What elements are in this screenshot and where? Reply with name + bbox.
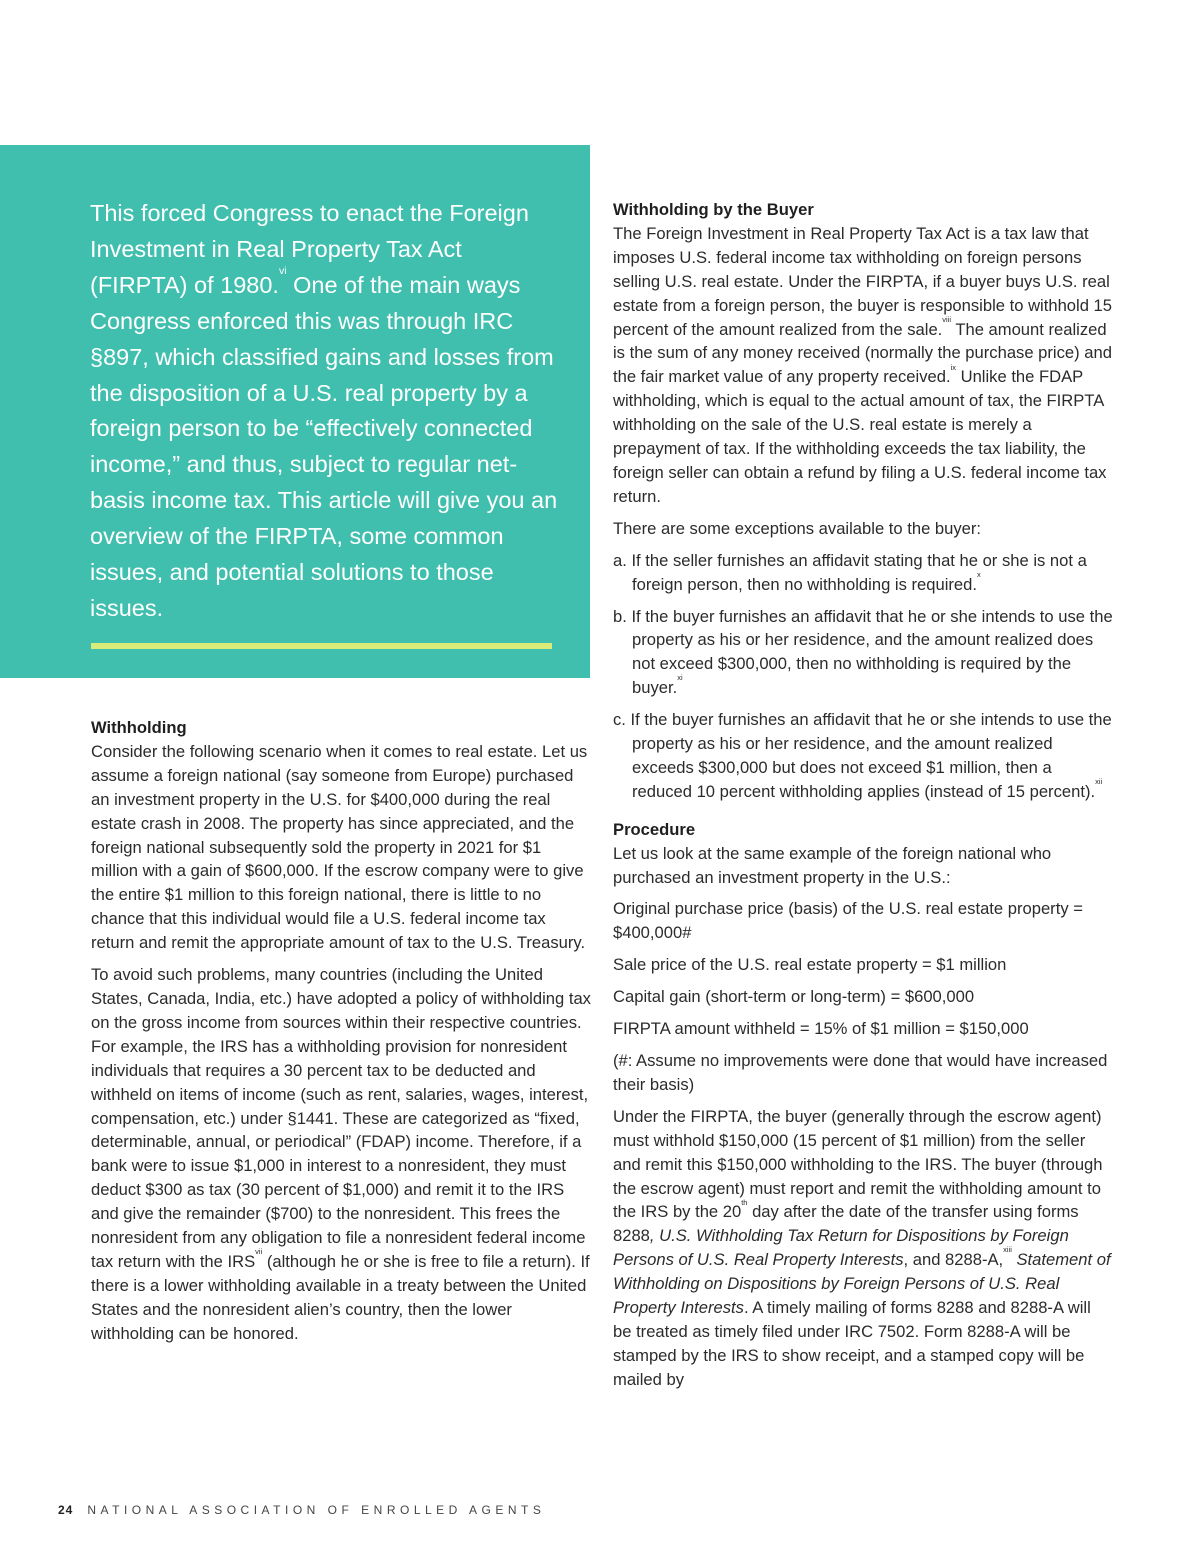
page-footer: [58, 1503, 545, 1517]
procedure-line-2: Sale price of the U.S. real estate property = $1 million: [613, 955, 1007, 975]
withholding-paragraph-1: Consider the following scenario when it comes to real estate. Let us assume a foreign national (say someone from Europe) purchased an investment property in the U.S. for $400,000 during the real estate crash in 2008. The property has since appreciated, and the foreign national subsequently sold the property in 2021 for $1 million with a gain of $600,000. If the escrow company were to give the entire $1 million to this foreign national, there is little to no chance that this individual would file a U.S. federal income tax return and remit the appropriate amount of tax to the U.S. Treasury.: [91, 741, 588, 953]
footnote-ref: xiii: [1003, 1245, 1012, 1255]
buyer-paragraph: The Foreign Investment in Real Property Tax Act is a tax law that imposes U.S. federal income tax withholding on foreign persons selling U.S. real estate. Under the FIRPTA, if a buyer buys U.S. real estate from a foreign person, the buyer is responsible to withhold 15 percent of the amount realized from the sale.$^{viii}$ The amount realized is the sum of any money received (normally the purchase price) and the fair market value of any property received.$^{ix}$ Unlike the FDAP withholding, which is equal to the actual amount of tax, the FIRPTA withholding on the sale of the U.S. real estate is merely a prepayment of tax. If the withholding exceeds the tax liability, the foreign seller can obtain a refund by filing a U.S. federal income tax return.: [613, 223, 1113, 506]
footnote-ref: x: [977, 569, 981, 579]
pull-quote-part1: This forced Congress to enact the Foreign Investment in Real Property Tax Act (FIRPTA) of 1980.: [90, 200, 529, 298]
pull-quote-text: [90, 196, 560, 627]
pull-quote-part2: One of the main ways Congress enforced this was through IRC §897, which classified gains and losses from the disposition of a U.S. real property by a foreign person to be “effectively connected income,” and thus, subject to regular net-basis income tax. This article will give you an overview of the FIRPTA, some common issues, and potential solutions to those issues.: [90, 271, 558, 621]
section-heading-buyer: Withholding by the Buyer: [613, 200, 814, 219]
section-heading-withholding: Withholding: [91, 718, 187, 737]
procedure-line-3: Capital gain (short-term or long-term) = $600,000: [613, 987, 975, 1007]
footnote-ref: vi: [278, 264, 287, 277]
procedure-line-1: Original purchase price (basis) of the U.S. real estate property = $400,000#: [613, 899, 1083, 943]
procedure-intro: Let us look at the same example of the foreign national who purchased an investment property in the U.S.:: [613, 843, 1052, 887]
left-column: [91, 716, 591, 1354]
form-8288a-title: Statement of Withholding on Dispositions by Foreign Persons of U.S. Real Property Interests: [613, 1250, 1111, 1318]
footnote-ref: vii: [255, 1247, 263, 1257]
pull-quote-rule: [91, 643, 552, 649]
withholding-paragraph-2: To avoid such problems, many countries (including the United States, Canada, India, etc.) have adopted a policy of withholding tax on the gross income from sources within their respective countries. For example, the IRS has a withholding provision for nonresident individuals that requires a 30 percent tax to be deducted and withheld on items of income (such as rent, salaries, wages, interest, compensation, etc.) under §1441. These are categorized as “fixed, determinable, annual, or periodical” (FDAP) income. Therefore, if a bank were to issue $1,000 in interest to a nonresident, they must deduct $300 as tax (30 percent of $1,000) and remit it to the IRS and give the remainder ($700) to the nonresident. This frees the nonresident from any obligation to file a nonresident federal income tax return with the IRS$^{vii}$ (although he or she is free to file a return). If there is a lower withholding available in a treaty between the United States and the nonresident alien’s country, then the lower withholding can be honored.: [91, 965, 591, 1343]
procedure-paragraph: Under the FIRPTA, the buyer (generally through the escrow agent) must withhold $150,000 (15 percent of $1 million) from the seller and remit this $150,000 withholding to the IRS. The buyer (through the escrow agent) must report and remit the withholding amount to the IRS by the 20th day after the date of the transfer using forms 8288, U.S. Withholding Tax Return for Dispositions by Foreign Persons of U.S. Real Property Interests, and 8288-A,$^{xiii}$ Statement of Withholding on Dispositions by Foreign Persons of U.S. Real Property Interests. A timely mailing of forms 8288 and 8288-A will be treated as timely filed under IRC 7502. Form 8288-A will be stamped by the IRS to show receipt, and a stamped copy will be mailed by: [613, 1106, 1111, 1389]
procedure-line-4: FIRPTA amount withheld = 15% of $1 million = $150,000: [613, 1019, 1029, 1039]
section-heading-procedure: Procedure: [613, 819, 696, 839]
footnote-ref: viii: [942, 314, 952, 324]
form-8288-title: , U.S. Withholding Tax Return for Dispositions by Foreign Persons of U.S. Real Property Interests: [613, 1226, 1069, 1270]
exception-item-b: b. If the buyer furnishes an affidavit that he or she intends to use the property as his or her residence, and the amount realized does not exceed $300,000, then no withholding is required by the buyer.$^{xi}$: [613, 606, 1113, 698]
footnote-ref: xii: [1095, 777, 1103, 787]
exceptions-intro: There are some exceptions available to the buyer:: [613, 518, 982, 538]
footnote-ref: xi: [677, 673, 683, 683]
page-number: 24: [58, 1503, 74, 1517]
right-column: [613, 198, 1113, 1400]
procedure-line-5: (#: Assume no improvements were done that would have increased their basis): [613, 1051, 1108, 1094]
exception-item-a: a. If the seller furnishes an affidavit stating that he or she is not a foreign person, then no withholding is required.$^x$: [613, 550, 1087, 594]
publisher-name: NATIONAL ASSOCIATION OF ENROLLED AGENTS: [87, 1503, 546, 1517]
footnote-ref: ix: [950, 362, 956, 372]
ordinal-suffix: th: [741, 1197, 748, 1207]
exception-item-c: c. If the buyer furnishes an affidavit that he or she intends to use the property as his or her residence, and the amount realized exceeds $300,000 but does not exceed $1 million, then a reduced 10 percent withholding applies (instead of 15 percent).$^{xii}$: [613, 710, 1112, 801]
